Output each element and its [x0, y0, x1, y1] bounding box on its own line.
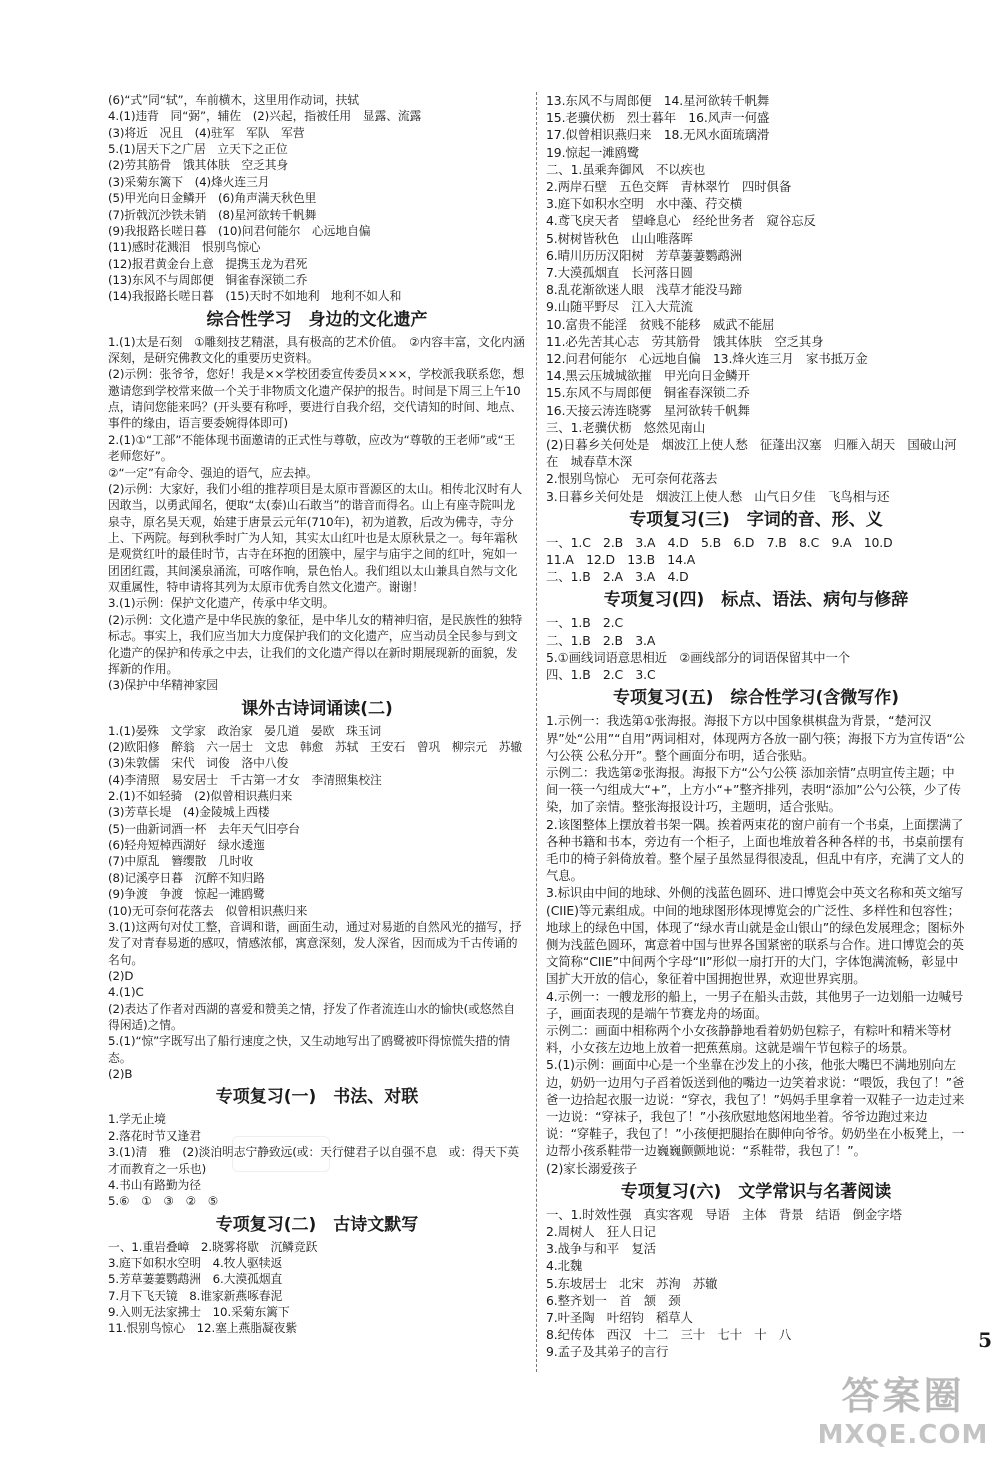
answer-line: 11.A 12.D 13.B 14.A [546, 552, 696, 568]
answer-line: 9.山随平野尽 江入大荒流 [546, 299, 693, 315]
answer-line: 一、1.B 2.C [546, 615, 624, 631]
answer-line: 5.芳草萋萋鹦鹉洲 6.大漠孤烟直 [108, 1272, 283, 1287]
section-heading: 专项复习(二) 古诗文默写 [215, 1214, 419, 1235]
answer-line: 5.(1)“惊”字既写出了船行速度之快，又生动地写出了鸥鹭被吓得惊慌失措的情态。 [108, 1034, 511, 1065]
answer-line: 14.黑云压城城欲摧 甲光向日金鳞开 [546, 368, 750, 384]
answer-line: 17.似曾相识燕归来 18.无风水面琉璃滑 [546, 127, 770, 143]
answer-line: 1.示例一：我选第①张海报。海报下方以中国象棋棋盘为背景，“楚河汉界”处“公用”“自用”两词相对，体现两方各放一副勺筷；海报下方为宣传语“公勺公筷 公私分开”。整个画面分布明，适合张贴。 [546, 713, 965, 763]
answer-line: 一、1.重岩叠嶂 2.晓雾将歇 沉鳞竞跃 [108, 1239, 318, 1254]
answer-line: (2)B [108, 1067, 133, 1082]
answer-line: 四、1.B 2.C 3.C [546, 667, 656, 683]
section-heading: 专项复习(四) 标点、语法、病句与修辞 [603, 590, 909, 611]
answer-line: (2)日暮乡关何处是 烟波江上使人愁 征蓬出汉塞 归雁入胡天 国破山河在 城春草木深 [546, 437, 957, 470]
answer-line: (9)我报路长嗟日暮 (10)问君何能尔 心远地自偏 [108, 223, 371, 238]
answer-line: (8)记溪亭日暮 沉醉不知归路 [108, 870, 265, 885]
answer-line: 15.东风不与周郎便 铜雀春深锁二乔 [546, 385, 750, 401]
answer-line: (12)报君黄金台上意 提携玉龙为君死 [108, 256, 308, 271]
answer-line: 二、1.B 2.A 3.A 4.D [546, 569, 689, 585]
answer-line: 一、1.C 2.B 3.A 4.D 5.B 6.D 7.B 8.C 9.A 10.D [546, 534, 893, 550]
answer-line: 8.纪传体 西汉 十二 三十 七十 十 八 [546, 1327, 792, 1343]
answer-line: (3)采菊东篱下 (4)烽火连三月 [108, 174, 270, 189]
answer-line: (11)感时花溅泪 恨别鸟惊心 [108, 240, 261, 255]
watermark-title: 答案圈 [841, 1374, 965, 1418]
answer-line: (6)“式”同“轼”，车前横木，这里用作动词，扶轼 [108, 93, 360, 107]
answer-line: 3.标识由中间的地球、外侧的浅蓝色圆环、进口博览会中英文名称和英文缩写(CIIE)等元素组成。中间的地球图形体现博览会的广泛性、多样性和包容性；地球上的绿色中国，体现了“绿水青山就是金山银山”的绿色发展理念；图标外侧为浅蓝色圆环，寓意着中国与世界各国紧密的联系与合作。进口博览会的英文简称“CIIE”中间两个字母“II”形似一扇打开的大门，字体饱满流畅，彰显中国扩大开放的信心，象征着中国拥抱世界，欢迎世界宾朋。 [546, 885, 965, 987]
answer-line: (2)示例：张爷爷，您好！我是××学校团委宣传委员×××，学校派我联系您，想邀请您到学校常来做一个关于非物质文化遗产保护的报告。时间是下周三上午10点，请问您能来吗？(开头要有称呼，要进行自我介绍，交代请知的时间、地点、事件的缘由，语言要委婉得体即可) [108, 367, 525, 431]
answer-line: 5.树树皆秋色 山山唯落晖 [546, 230, 693, 246]
watermark-url: MXQE.COM [817, 1420, 989, 1450]
answer-line: 2.(1)①“工部”不能体现书面邀请的正式性与尊敬，应改为“尊敬的王老师”或“王老师您好”。 [108, 432, 516, 464]
answer-line: 二、1.B 2.B 3.A [546, 632, 656, 648]
section-heading: 专项复习(三) 字词的音、形、义 [629, 509, 883, 530]
answer-line: 4.北魏 [546, 1258, 583, 1274]
answer-line: 1.学无止境 [108, 1112, 166, 1127]
watermark-logo [814, 1372, 992, 1458]
answer-line: (9)争渡 争渡 惊起一滩鸥鹭 [108, 887, 265, 902]
answer-line: 10.富贵不能淫 贫贱不能移 威武不能屈 [546, 316, 775, 332]
answer-line: 11.恨别鸟惊心 12.塞上燕脂凝夜紫 [108, 1321, 297, 1336]
answer-line: (6)轻舟短棹西湖好 绿水逶迤 [108, 838, 265, 853]
answer-line: 16.天接云涛连晓雾 星河欲转千帆舞 [546, 402, 750, 418]
faded-stamp [232, 1136, 330, 1172]
answer-line: 2.该图整体上摆放着书架一隅。挨着两束花的窗户前有一个书桌，上面摆满了各种书籍和书本，旁边有一个柜子，上面也堆放着各种各样的书，书桌前摆有毛巾的椅子斜倚放着。整个屋子虽然显得很凌乱，但乱中有序，充满了文人的气息。 [546, 816, 964, 884]
answer-line: 3.日暮乡关何处是 烟波江上使人愁 山气日夕佳 飞鸟相与还 [546, 488, 890, 504]
answer-line: 3.(1)这两句对仗工整，音调和谐，画面生动，通过对易逝的自然风光的描写，抒发了对青春易逝的感叹，情感浓郁，寓意深刻，发人深省，因而成为千古传诵的名句。 [108, 919, 522, 967]
answer-line: (3)保护中华精神家园 [108, 678, 218, 693]
answer-line: 4.书山有路勤为径 [108, 1177, 201, 1192]
answer-line: (2)欧阳修 醉翁 六一居士 文忠 韩愈 苏轼 王安石 曾巩 柳宗元 苏辙 [108, 739, 523, 754]
section-heading: 专项复习(六) 文学常识与名著阅读 [620, 1181, 892, 1202]
answer-line: 5.⑥ ① ③ ② ⑤ [108, 1194, 219, 1209]
answer-line: ②“一定”有命令、强迫的语气，应去掉。 [108, 465, 318, 480]
answer-line: 5.(1)示例：画面中心是一个坐靠在沙发上的小孩，他张大嘴巴不满地别向左边，奶奶一边用勺子舀着饭送到他的嘴边一边笑着求说：“喂饭，我包了！”爸爸一边拾起衣服一边说：“穿衣，我包了！”妈妈手里拿着一双鞋子一边走过来一边说：“穿袜子，我包了！”小孩欣慰地悠闲地坐着。爷爷边跑过来边说：“穿鞋子，我包了！”小孩便把腿抬在脚伸向爷爷。奶奶坐在小板凳上，一边帮小孩系鞋带一边巍巍颤颤地说：“系鞋带，我包了！”。 [546, 1057, 965, 1159]
answer-line: (2)劳其筋骨 饿其体肤 空乏其身 [108, 158, 289, 173]
answer-line: 一、1.时效性强 真实客观 导语 主体 背景 结语 倒金字塔 [546, 1206, 902, 1222]
answer-line: 6.晴川历历汉阳树 芳草萋萋鹦鹉洲 [546, 247, 742, 263]
section-heading: 课外古诗词诵读(二) [241, 698, 393, 719]
right-column [546, 92, 966, 1361]
answer-line: (2)家长溺爱孩子 [546, 1160, 637, 1176]
answer-line: (7)中原乱 簪缨散 几时收 [108, 854, 254, 869]
answer-line: (2)表达了作者对西湖的喜爱和赞美之情，抒发了作者流连山水的愉快(或悠然自得闲适)之情。 [108, 1001, 515, 1033]
answer-line: (3)芳草长堤 (4)金陵城上西楼 [108, 805, 270, 820]
answer-line: 1.(1)太是石刻 ①雕刻技艺精湛，具有极高的艺术价值。 ②内容丰富，文化内涵深刻，是研究佛教文化的重要历史资料。 [108, 334, 525, 366]
answer-line: 3.庭下如积水空明 4.牧人驱犊返 [108, 1256, 283, 1270]
answer-line: 12.问君何能尔 心远地自偏 13.烽火连三月 家书抵万金 [546, 351, 868, 367]
answer-line: 15.老骥伏枥 烈士暮年 16.风声一何盛 [546, 110, 770, 126]
answer-line: (10)无可奈何花落去 似曾相识燕归来 [108, 903, 308, 918]
answer-line: (7)折戟沉沙铁未销 (8)星河欲转千帆舞 [108, 207, 317, 222]
answer-line: 2.(1)不如轻骑 (2)似曾相识燕归来 [108, 789, 293, 804]
answer-line: (14)我报路长嗟日暮 (15)天时不如地利 地利不如人和 [108, 289, 402, 304]
answer-line: 3.(1)示例：保护文化遗产，传承中华文明。 [108, 596, 335, 611]
answer-line: (3)将近 况且 (4)驻军 军队 军营 [108, 125, 305, 140]
answer-line: 3.战争与和平 复活 [546, 1241, 656, 1257]
answer-line: 5.(1)居天下之广居 立天下之正位 [108, 142, 288, 157]
page-number: 5 [978, 1328, 992, 1352]
answer-line: 2.周树人 狂人日记 [546, 1223, 656, 1239]
section-heading: 专项复习(一) 书法、对联 [215, 1087, 419, 1108]
answer-line: 13.东风不与周郎便 14.星河欲转千帆舞 [546, 93, 770, 108]
answer-line: 4.(1)违背 同“弼”，辅佐 (2)兴起，指被任用 显露、流露 [108, 109, 422, 124]
section-heading: 专项复习(五) 综合性学习(含微写作) [612, 688, 900, 709]
answer-line: 4.(1)C [108, 985, 144, 1000]
answer-line: (2)示例：大家好，我们小组的推荐项目是太原市晋源区的太山。相传北汉时有人因敢当，以勇武闻名，便取“太(泰)山石敢当”的谐音而得名。山上有座寺院叫龙泉寺，原名昊天观，始建于唐景云元年(710年)，初为道教，后改为佛寺，寺分上、下两院。每到秋季时广为人知，其实太山红叶也是太原秋景之一。每年霜秋是观赏红叶的最佳时节，古寺在环抱的团簇中，屋宇与庙宇之间的红叶，宛如一团团红霞，其间溪泉涌流，可喀作响，景色怡人。我们组以太山兼具自然与文化双重属性，特申请将其列为太原市优秀自然文化遗产。谢谢！ [108, 481, 523, 595]
answer-line: (3)朱敦儒 宋代 词俊 洛中八俊 [108, 756, 289, 771]
answer-line: (4)李清照 易安居士 千古第一才女 李清照集校注 [108, 772, 382, 787]
answer-line: 2.恨别鸟惊心 无可奈何花落去 [546, 471, 718, 487]
answer-line: 6.整齐划一 首 颔 颈 [546, 1292, 681, 1308]
column-divider [536, 92, 537, 1372]
answer-line: 三、1.老骥伏枥 悠然见南山 [546, 419, 706, 435]
answer-line: 示例二：我选第②张海报。海报下方“公勺公筷 添加亲情”点明宣传主题；中间一筷一勺组成大“+”，上方小“+”整齐排列，表明“添加”公勺公筷，少了传染，加了亲情。整张海报设计巧，主题明，适合张贴。 [546, 764, 961, 815]
answer-line: 4.示例一：一艘龙形的船上，一男子在船头击鼓，其他男子一边划船一边喊号子，画面表现的是端午节赛龙舟的场面。 [546, 988, 964, 1021]
answer-line: 示例二：画面中相称两个小女孩静静地看着奶奶包粽子，有粽叶和精米等材料，小女孩左边地上放着一把蕉蕉扇。这就是端午节包粽子的场景。 [546, 1022, 952, 1056]
answer-line: 5.东坡居士 北宋 苏洵 苏辙 [546, 1275, 718, 1291]
answer-line: 11.必先苦其心志 劳其筋骨 饿其体肤 空乏其身 [546, 333, 824, 349]
answer-line: 9.入则无法家拂士 10.采菊东篱下 [108, 1305, 290, 1320]
answer-line: 二、1.虽乘奔御风 不以疾也 [546, 161, 706, 177]
answer-line: 4.鸢飞戾天者 望峰息心 经纶世务者 窥谷忘反 [546, 213, 816, 229]
answer-line: (2)示例：文化遗产是中华民族的象征，是中华儿女的精神归宿，是民族性的独特标志。事实上，我们应当加大力度保护我们的文化遗产，应当动员全民参与到文化遗产的保护和传承之中去，让我们的文化遗产得以在新时期展现新的面貌，发挥新的作用。 [108, 612, 523, 676]
answer-line: (2)D [108, 968, 134, 983]
answer-line: 2.落花时节又逢君 [108, 1128, 201, 1143]
answer-line: 8.乱花渐欲迷人眼 浅草才能没马蹄 [546, 282, 742, 298]
answer-line: (5)一曲新词酒一杯 去年天气旧亭台 [108, 821, 300, 836]
answer-line: 7.月下飞天镜 8.谁家新燕啄春泥 [108, 1288, 283, 1303]
answer-line: 7.大漠孤烟直 长河落日圆 [546, 265, 693, 281]
answer-line: 3.(1)清 雅 (2)淡泊明志宁静致远(或：天行健君子以自强不息 或：得天下英才而教育之一乐也) [108, 1145, 519, 1176]
answer-line: (5)甲光向日金鳞开 (6)角声满天秋色里 [108, 191, 317, 206]
answer-line: 2.两岸石壁 五色交辉 青林翠竹 四时俱备 [546, 179, 792, 195]
answer-line: (13)东风不与周郎便 铜雀春深锁二乔 [108, 272, 308, 287]
answer-line: 1.(1)晏殊 文学家 政治家 晏几道 晏欧 珠玉词 [108, 723, 382, 738]
section-heading: 综合性学习 身边的文化遗产 [206, 309, 428, 330]
answer-line: 3.庭下如积水空明 水中藻、荇交横 [546, 196, 742, 212]
answer-line: 9.孟子及其弟子的言行 [546, 1344, 669, 1360]
answer-line: 19.惊起一滩鸥鹭 [546, 144, 640, 160]
answer-line: 5.①画线词语意思相近 ②画线部分的词语保留其中一个 [546, 649, 851, 665]
answer-line: 7.叶圣陶 叶绍钧 稻草人 [546, 1310, 693, 1325]
